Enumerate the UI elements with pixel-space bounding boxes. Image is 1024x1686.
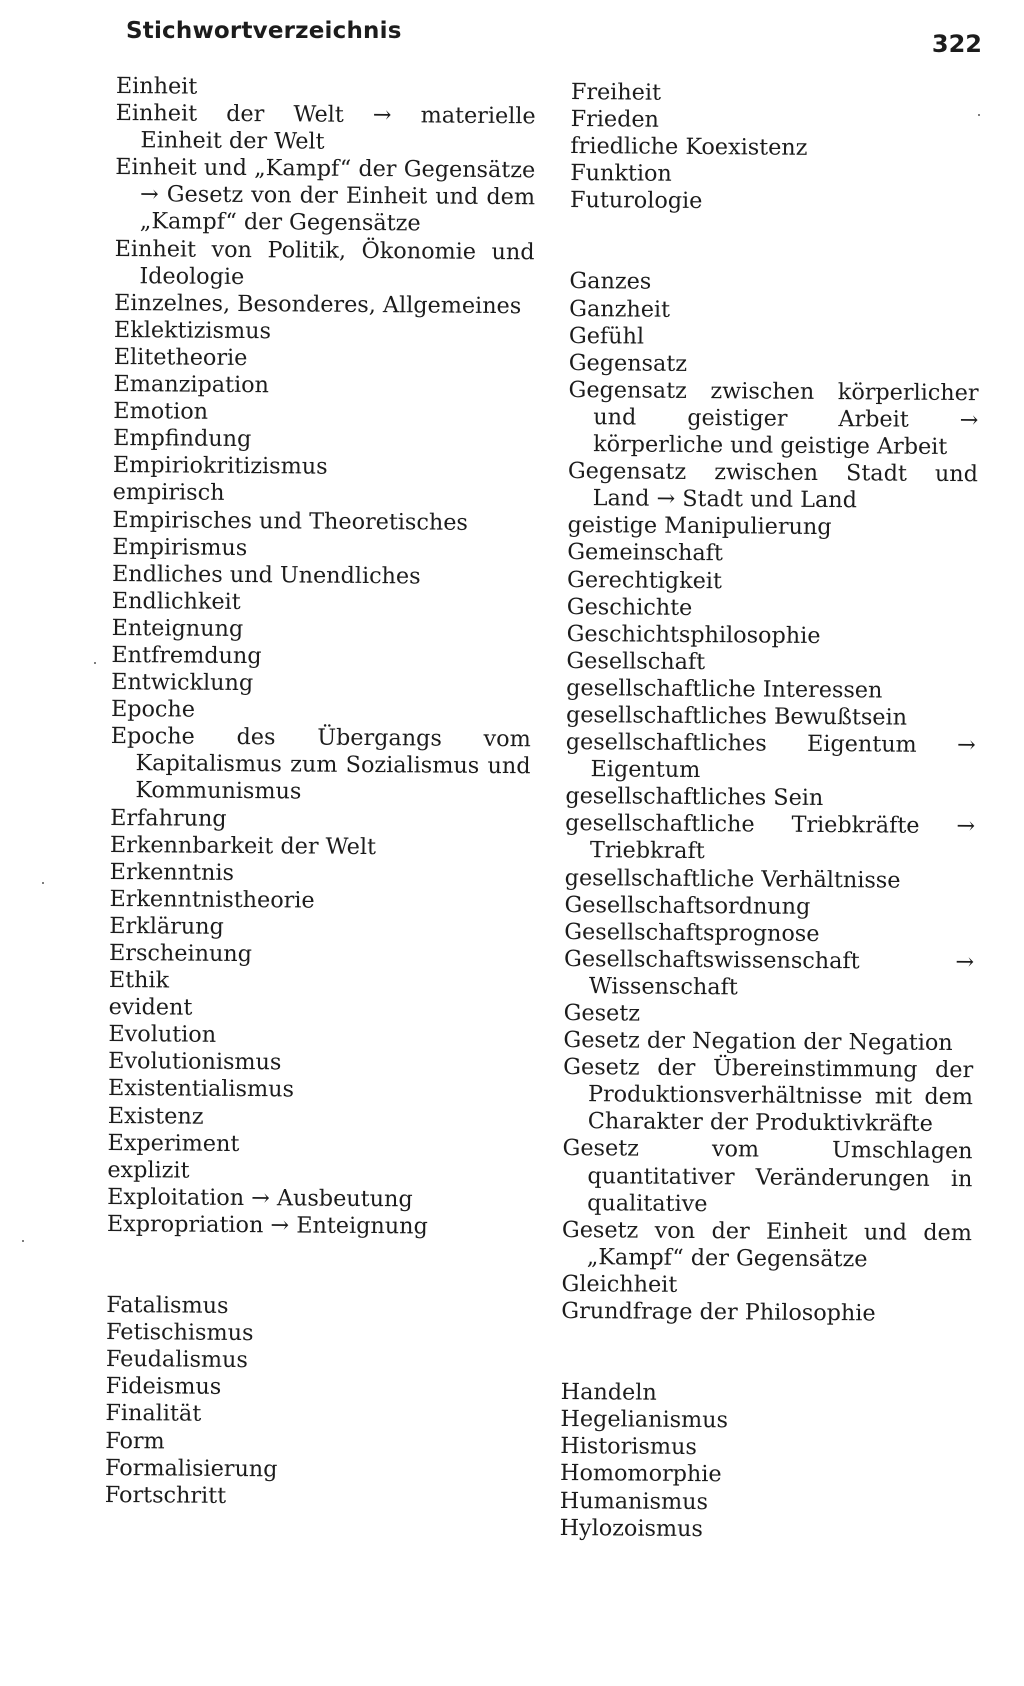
index-entry: Gesetz der Negation der Negation [563, 1027, 953, 1057]
index-entry: Erkenntnis [109, 858, 235, 886]
index-entry: Gesellschaftsordnung [564, 891, 811, 920]
index-entry: Hegelianismus [560, 1406, 729, 1434]
index-column-left [105, 73, 536, 1512]
index-entry: Erkenntnistheorie [109, 885, 315, 914]
index-entry: Einzelnes, Besonderes, Allgemeines [114, 289, 522, 319]
index-entry: Geschichte [566, 593, 693, 621]
index-entry: Gesetz von der Einheit und dem „Kampf“ der Gegensätze [561, 1216, 973, 1273]
index-entry: Finalität [105, 1400, 202, 1428]
scan-speck [22, 1240, 24, 1242]
index-entry: friedliche Koexistenz [570, 133, 808, 162]
index-entry: Empfindung [113, 425, 252, 453]
index-entry: Frieden [570, 106, 660, 133]
index-entry: Gesetz der Übereinstimmung der Produktionsverhältnisse mit dem Charakter der Produktivkräfte [563, 1054, 974, 1138]
scan-speck [94, 662, 96, 664]
index-entry: Gesellschaftswissenschaft → Wissenschaft [563, 945, 975, 1001]
index-entry: Entwicklung [111, 669, 254, 697]
scan-speck [42, 882, 44, 884]
index-entry: Hylozoismus [559, 1514, 704, 1542]
index-entry: Gesetz [563, 999, 641, 1027]
index-entry: gesellschaftliches Eigentum → Eigentum [565, 729, 976, 784]
index-entry: Grundfrage der Philosophie [561, 1297, 876, 1327]
index-entry: Geschichtsphilosophie [566, 620, 821, 649]
index-entry: gesellschaftliche Verhältnisse [564, 864, 901, 894]
index-entry: Empirismus [112, 533, 248, 561]
index-entry: Gegensatz zwischen körperlicher und geistiger Arbeit → körperliche und geistige Arbeit [568, 376, 979, 460]
index-entry: Erkennbarkeit der Welt [109, 831, 377, 860]
page-number: 322 [931, 30, 982, 58]
index-entry: Experiment [107, 1129, 240, 1157]
index-entry: gesellschaftliche Triebkräfte → Triebkraft [565, 810, 976, 865]
index-entry: Exploitation → Ausbeutung [107, 1183, 413, 1213]
index-entry: Einheit und „Kampf“ der Gegensätze → Gesetz von der Einheit und dem „Kampf“ der Gegensätze [115, 154, 536, 237]
index-entry: Einheit der Welt → materielle Einheit der Welt [115, 100, 536, 155]
index-entry: Erfahrung [110, 804, 227, 832]
index-entry: Emanzipation [113, 371, 270, 399]
index-entry: Gemeinschaft [567, 539, 724, 567]
index-entry: Einheit von Politik, Ökonomie und Ideologie [114, 235, 535, 290]
page-title: Stichwortverzeichnis [126, 18, 402, 44]
index-entry: Formalisierung [104, 1454, 278, 1482]
index-entry: Endlichkeit [111, 587, 241, 615]
scan-speck [978, 114, 980, 116]
index-entry: Feudalismus [105, 1346, 249, 1374]
index-entry: Einheit [115, 73, 198, 100]
index-entry: Historismus [560, 1433, 697, 1461]
index-entry: Gegensatz [568, 349, 688, 377]
index-entry: Existentialismus [107, 1075, 295, 1103]
index-entry: Gerechtigkeit [566, 566, 723, 594]
index-entry: explizit [107, 1156, 190, 1184]
index-entry: gesellschaftliches Sein [565, 783, 824, 812]
index-entry: Freiheit [570, 79, 662, 106]
index-entry: Gesetz vom Umschlagen quantitativer Veränderungen in qualitative [562, 1135, 973, 1217]
index-entry: Epoche [110, 696, 196, 723]
index-entry: Form [105, 1427, 165, 1454]
index-entry: Fatalismus [106, 1291, 229, 1319]
index-entry: gesellschaftliche Interessen [566, 674, 883, 704]
index-entry: Eklektizismus [113, 316, 272, 345]
index-entry: Evolutionismus [108, 1048, 282, 1076]
index-entry: Enteignung [111, 614, 244, 642]
index-entry: Entfremdung [111, 641, 262, 670]
index-entry: Gleichheit [561, 1270, 678, 1298]
index-entry: Erklärung [109, 912, 224, 940]
index-entry: Funktion [570, 160, 672, 188]
index-entry: Fideismus [105, 1373, 222, 1401]
index-entry: Erscheinung [108, 939, 253, 968]
index-entry: gesellschaftliches Bewußtsein [565, 701, 908, 731]
index-entry: Handeln [560, 1379, 657, 1406]
index-entry: empirisch [112, 479, 225, 507]
index-entry: Humanismus [559, 1487, 709, 1515]
index-entry: Evolution [108, 1021, 217, 1049]
index-entry: Elitetheorie [113, 343, 248, 371]
index-entry: geistige Manipulierung [567, 512, 832, 541]
index-entry: Empiriokritizismus [112, 452, 328, 480]
index-entry: Ganzheit [569, 295, 671, 323]
index-entry: Existenz [107, 1102, 204, 1130]
index-entry: Expropriation → Enteignung [106, 1210, 428, 1240]
index-entry: Futurologie [569, 187, 703, 215]
index-entry: Epoche des Übergangs vom Kapitalismus zum Sozialismus und Kommunismus [110, 723, 531, 805]
index-entry: Gefühl [568, 322, 645, 350]
index-entry: Endliches und Unendliches [111, 560, 421, 590]
index-entry: Gesellschaft [566, 647, 706, 675]
index-entry: Homomorphie [559, 1460, 722, 1488]
index-column-right [560, 79, 981, 1545]
index-entry: Fetischismus [106, 1319, 254, 1347]
index-entry: evident [108, 994, 193, 1021]
index-entry: Gesellschaftsprognose [564, 918, 820, 947]
index-entry: Fortschritt [104, 1481, 227, 1509]
index-entry: Gegensatz zwischen Stadt und Land → Stadt und Land [567, 458, 979, 514]
index-entry: Ethik [108, 967, 170, 994]
index-entry: Ganzes [569, 268, 652, 296]
index-entry: Empirisches und Theoretisches [112, 506, 469, 536]
index-entry: Emotion [113, 398, 209, 425]
